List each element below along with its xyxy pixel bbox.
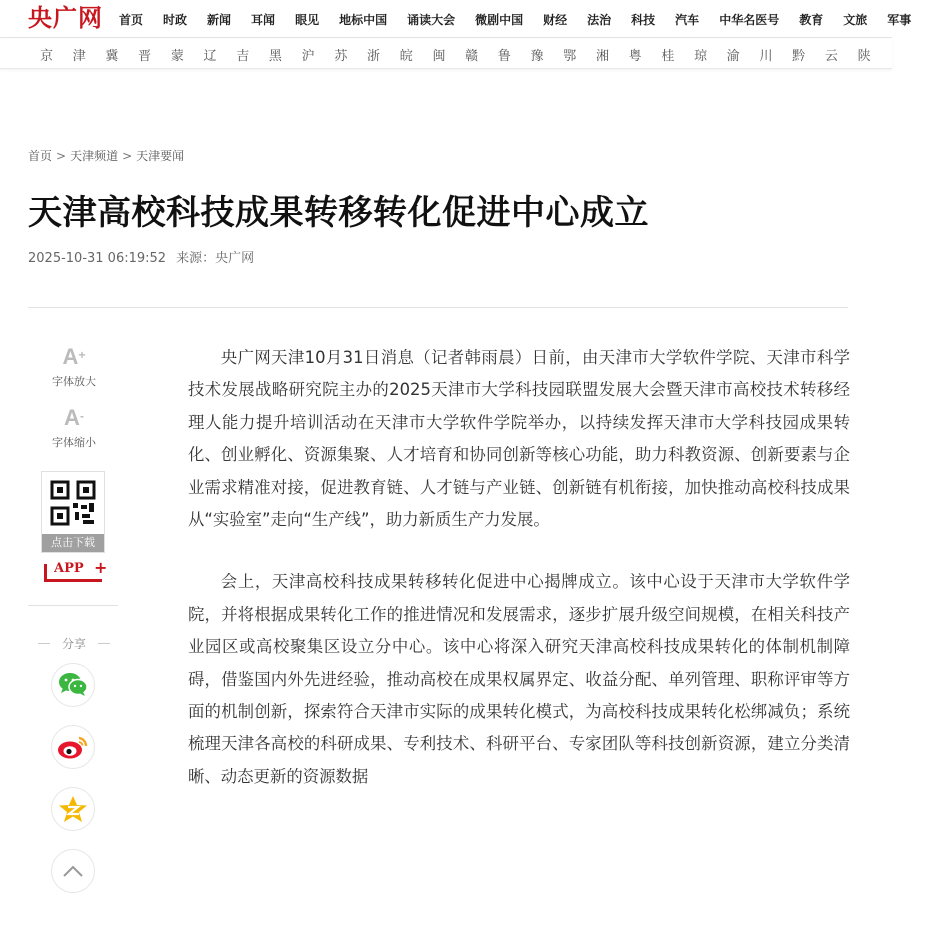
province-link[interactable]: 粤	[628, 48, 642, 64]
province-nav	[40, 39, 890, 69]
weibo-icon	[57, 734, 89, 760]
app-plus-icon: +	[94, 558, 108, 577]
share-label: 分享	[38, 635, 110, 652]
nav-item[interactable]: 教育	[799, 12, 824, 27]
province-link[interactable]: 川	[759, 48, 773, 64]
nav-item[interactable]: 诵读大会	[407, 12, 456, 27]
breadcrumb	[28, 147, 184, 164]
article-body	[188, 342, 850, 823]
province-link[interactable]: 闽	[432, 48, 446, 64]
province-link[interactable]: 赣	[465, 48, 479, 64]
province-link[interactable]: 鲁	[497, 48, 511, 64]
back-to-top-button[interactable]	[51, 849, 95, 893]
province-link[interactable]: 黔	[792, 48, 806, 64]
top-nav-bar	[0, 0, 912, 38]
tools-divider	[28, 605, 118, 606]
title-divider	[28, 307, 848, 308]
province-link[interactable]: 冀	[105, 48, 119, 64]
qr-download-label: 点击下载	[42, 534, 104, 552]
nav-item[interactable]: 汽车	[675, 12, 700, 27]
article-paragraph: 央广网天津10月31日消息（记者韩雨晨）日前，由天津市大学软件学院、天津市科学技术发展战略研究院主办的2025天津市大学科技园联盟发展大会暨天津市高校技术转移经理人能力提升培训活动在天津市大学软件学院举办，以持续发挥天津市大学科技园成果转化、创业孵化、资源集聚、人才培育和协同创新等核心功能，助力科教资源、创新要素与企业需求精准对接，促进教育链、人才链与产业链、创新链有机衔接，加快推动高校科技成果从“实验室”走向“生产线”，助力新质生产力发展。	[188, 348, 850, 530]
nav-item[interactable]: 财经	[543, 12, 568, 27]
main-nav	[119, 0, 931, 38]
breadcrumb-section[interactable]: 天津要闻	[136, 149, 185, 163]
back-to-top-icon	[62, 864, 84, 878]
province-link[interactable]: 蒙	[170, 48, 184, 64]
font-increase-label: 字体放大	[52, 375, 96, 388]
breadcrumb-home[interactable]: 首页	[28, 149, 53, 163]
province-link[interactable]: 京	[40, 48, 54, 64]
qzone-icon	[58, 794, 88, 824]
nav-item[interactable]: 科技	[631, 12, 656, 27]
nav-item[interactable]: 军事	[887, 12, 912, 27]
font-increase-icon: A+	[62, 344, 86, 369]
nav-item[interactable]: 微剧中国	[475, 12, 524, 27]
article-paragraph: 会上，天津高校科技成果转移转化促进中心揭牌成立。该中心设于天津市大学软件学院，并将根据成果转化工作的推进情况和发展需求，逐步扩展升级空间规模，在相关科技产业园区或高校聚集区设立分中心。该中心将深入研究天津高校科技成果转化的体制机制障碍，借鉴国内外先进经验，推动高校在成果权属界定、收益分配、单列管理、职称评审等方面的机制创新，探索符合天津市实际的成果转化模式，为高校科技成果转化松绑减负；系统梳理天津各高校的科研成果、专利技术、科研平台、专家团队等科技创新资源，建立分类清晰、动态更新的资源数据	[188, 572, 850, 786]
breadcrumb-channel[interactable]: 天津频道	[70, 149, 119, 163]
province-link[interactable]: 琼	[694, 48, 708, 64]
province-link[interactable]: 渝	[726, 48, 740, 64]
province-link[interactable]: 云	[824, 48, 838, 64]
nav-item[interactable]: 地标中国	[339, 12, 388, 27]
font-decrease-button[interactable]	[40, 404, 108, 450]
article-meta	[28, 247, 254, 266]
province-bar	[0, 39, 892, 69]
nav-item[interactable]: 眼见	[295, 12, 320, 27]
province-link[interactable]: 桂	[661, 48, 675, 64]
province-link[interactable]: 浙	[367, 48, 381, 64]
wechat-icon	[58, 672, 88, 698]
nav-item[interactable]: 文旅	[843, 12, 868, 27]
font-decrease-label: 字体缩小	[52, 436, 96, 449]
province-link[interactable]: 鄂	[563, 48, 577, 64]
province-link[interactable]: 晋	[138, 48, 152, 64]
nav-item[interactable]: 耳闻	[251, 12, 276, 27]
article-title: 天津高校科技成果转移转化促进中心成立	[28, 193, 649, 233]
app-download-qr[interactable]	[41, 471, 105, 553]
province-link[interactable]: 黑	[268, 48, 282, 64]
province-link[interactable]: 沪	[301, 48, 315, 64]
province-link[interactable]: 辽	[203, 48, 217, 64]
qr-code-icon	[51, 481, 95, 525]
app-label: APP	[54, 561, 84, 576]
province-link[interactable]: 吉	[236, 48, 250, 64]
province-link[interactable]: 豫	[530, 48, 544, 64]
site-logo[interactable]: 央广网	[28, 3, 103, 32]
font-decrease-icon: A-	[64, 405, 84, 430]
province-link[interactable]: 津	[72, 48, 86, 64]
app-badge[interactable]	[44, 558, 108, 582]
nav-item[interactable]: 新闻	[207, 12, 232, 27]
province-link[interactable]: 湘	[595, 48, 609, 64]
share-wechat-button[interactable]	[51, 663, 95, 707]
breadcrumb-separator: >	[122, 149, 133, 163]
article-source: 来源：央广网	[176, 251, 255, 266]
breadcrumb-separator: >	[56, 149, 67, 163]
share-qzone-button[interactable]	[51, 787, 95, 831]
nav-item[interactable]: 中华名医号	[719, 12, 780, 27]
nav-item[interactable]: 时政	[163, 12, 188, 27]
nav-item[interactable]: 首页	[119, 12, 144, 27]
province-link[interactable]: 陕	[857, 48, 871, 64]
share-weibo-button[interactable]	[51, 725, 95, 769]
publish-datetime: 2025-10-31 06:19:52	[28, 251, 167, 266]
nav-item[interactable]: 法治	[587, 12, 612, 27]
province-link[interactable]: 皖	[399, 48, 413, 64]
font-increase-button[interactable]	[40, 343, 108, 389]
province-link[interactable]: 苏	[334, 48, 348, 64]
